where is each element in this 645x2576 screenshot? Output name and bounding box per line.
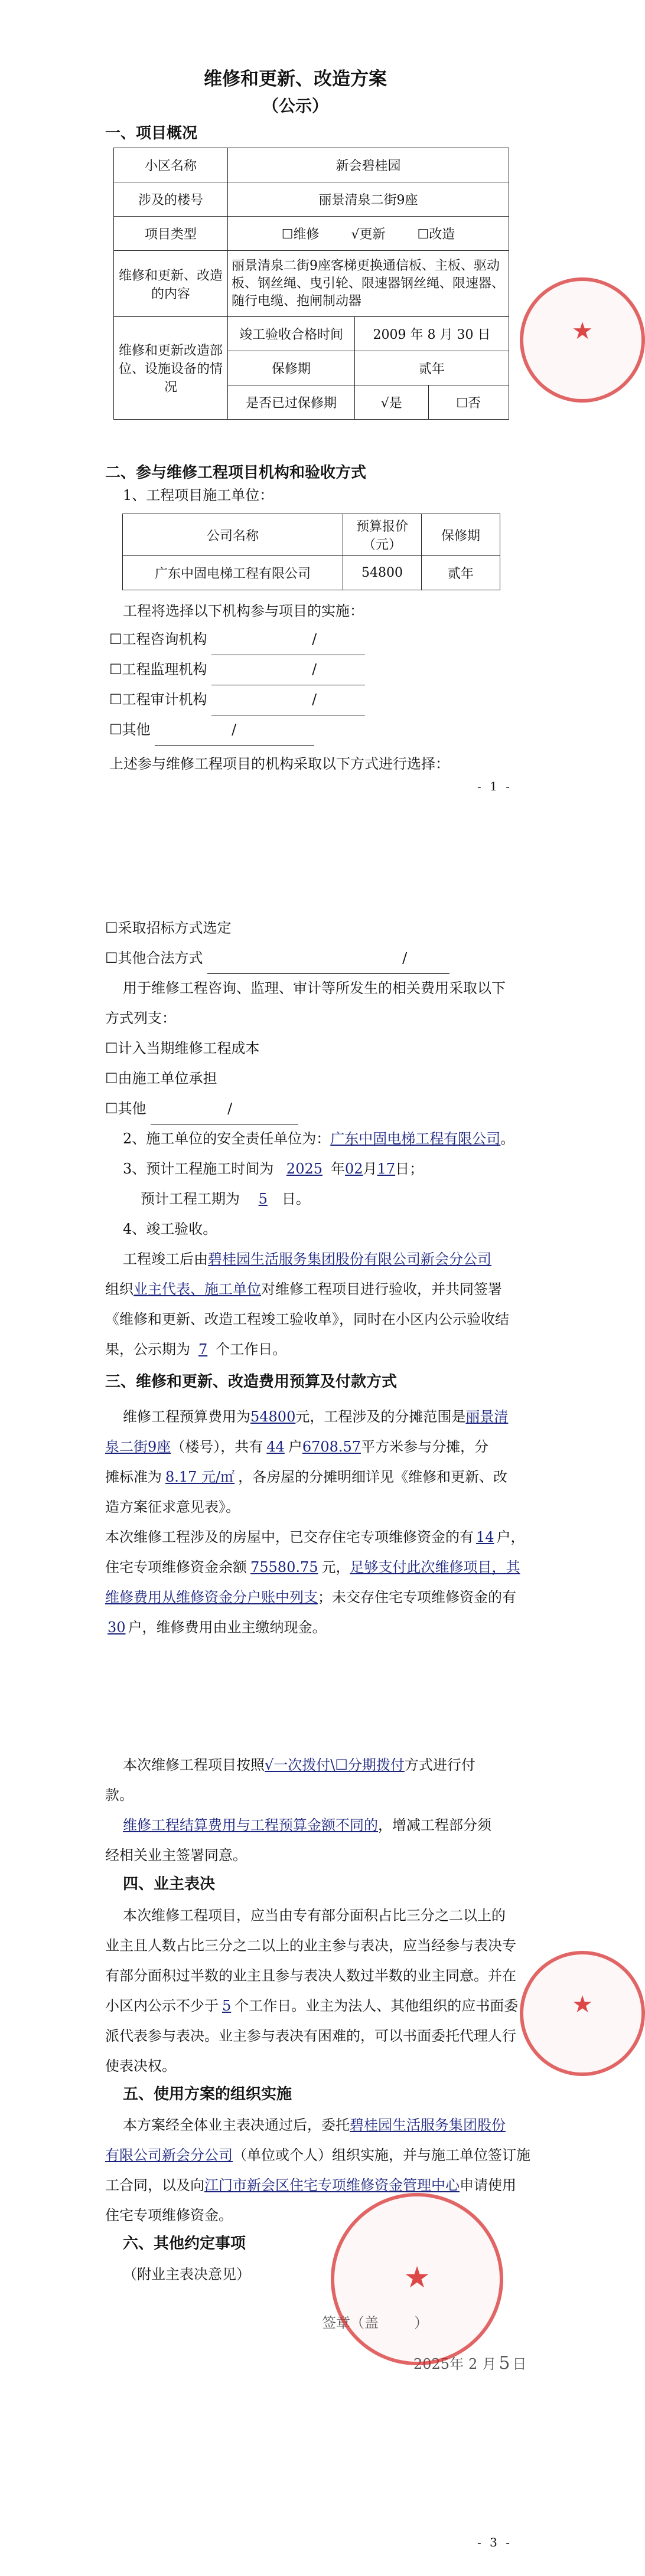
fund-line-3 (105, 1583, 516, 1613)
year-unit: 年 (331, 1160, 345, 1177)
c1a: 本次维修工程涉及的房屋中，已交存住宅专项维修资金的有 (105, 1529, 474, 1545)
building-value: 丽景清泉二街9座 (228, 182, 509, 217)
accept-date-value: 2009 年 8 月 30 日 (355, 317, 509, 351)
org-audit (109, 685, 365, 715)
o1a: 本方案经全体业主表决通过后，委托 (123, 2117, 350, 2133)
slash: / (312, 631, 317, 648)
org-supervise (109, 655, 365, 685)
fund-line-1 (105, 1522, 525, 1552)
b2d: 户 (288, 1439, 302, 1455)
period-value: 5 (258, 1191, 268, 1207)
budget-line-4: 造方案征求意见表》。 (105, 1499, 240, 1515)
non-deposited-households: 30 (108, 1619, 126, 1636)
type-repair-checkbox: ☐维修 (281, 227, 320, 242)
item-2-suffix: 。 (500, 1130, 515, 1147)
expired-label: 是否已过保修期 (228, 385, 355, 420)
acc-4a: 果，公示期为 (105, 1341, 190, 1358)
col-warranty: 保修期 (422, 514, 500, 556)
section-2-heading: 二、参与维修工程项目机构和验收方式 (105, 464, 367, 482)
pay-1c: 方式进行付 (404, 1757, 475, 1773)
org-consult (109, 625, 365, 655)
opt-other (105, 943, 449, 974)
page-1 (0, 0, 591, 806)
diff-condition: 维修工程结算费用与工程预算金额不同的 (123, 1817, 378, 1833)
type-update-checkbox: √更新 (351, 227, 386, 242)
item-3-start (123, 1154, 424, 1184)
type-renovate-checkbox: ☐改造 (417, 227, 455, 242)
org-line-4: 住宅专项维修资金。 (105, 2207, 233, 2224)
doc-title: 维修和更新、改造方案 (204, 68, 387, 90)
margin-seal-stamp (520, 1951, 645, 2076)
b3a: 摊标准为 (105, 1469, 162, 1485)
opt-other-blank (207, 943, 449, 974)
fund-line-4 (105, 1613, 327, 1643)
fee-option-c-blank (151, 1094, 298, 1124)
share-rate: 8.17 元/㎡ (165, 1469, 235, 1485)
org-line-3 (105, 2170, 516, 2201)
fee-option-c-label: ☐其他 (105, 1100, 146, 1117)
vote-line-6: 使表决权。 (105, 2058, 176, 2074)
page-3 (0, 1402, 591, 2576)
period-unit: 日。 (281, 1191, 310, 1207)
col-company: 公司名称 (123, 514, 343, 556)
acc-organizer: 碧桂园生活服务集团股份有限公司新会分公司 (208, 1251, 491, 1267)
equipment-label: 维修和更新改造部位、设施设备的情况 (114, 317, 228, 420)
day-unit: 日； (395, 1160, 424, 1177)
b1a: 维修工程预算费用为 (123, 1408, 250, 1425)
choose-orgs-line: 工程将选择以下机构参与项目的实施： (123, 603, 364, 619)
budget-line-1 (123, 1402, 508, 1432)
scope-part2: 泉二街9座 (105, 1439, 171, 1455)
opt-bid: ☐采取招标方式选定 (105, 920, 232, 936)
start-day: 17 (377, 1160, 396, 1177)
org-company-part1: 碧桂园生活服务集团股份 (350, 2117, 506, 2133)
fee-option-a: ☐计入当期维修工程成本 (105, 1040, 260, 1057)
deposited-households: 14 (476, 1529, 494, 1545)
org-other-blank (155, 715, 314, 746)
item-3-period (141, 1184, 310, 1214)
slash: / (312, 691, 317, 708)
company-seal-stamp (520, 277, 645, 403)
project-overview-table (113, 148, 509, 420)
page-number-3: - 3 - (477, 2535, 512, 2549)
fund-center: 江门市新会区住宅专项维修资金管理中心 (204, 2177, 460, 2193)
org-company-part2: 有限公司新会分公司 (105, 2147, 233, 2163)
org-line-2 (105, 2140, 530, 2170)
slash: / (312, 661, 317, 678)
contractor-table (122, 514, 500, 590)
o2b: （单位或个人）组织实施，并与施工单位签订施 (233, 2147, 530, 2163)
org-audit-label: ☐工程审计机构 (109, 691, 207, 708)
v4c: 个工作日。业主为法人、其他组织的应书面委 (234, 1998, 519, 2014)
sign-b: ） (414, 2315, 428, 2331)
section-4-heading: 四、业主表决 (123, 1875, 216, 1893)
item-2-safety (123, 1124, 514, 1154)
org-other-label: ☐其他 (109, 721, 151, 738)
cell-budget: 54800 (343, 556, 422, 590)
date-day-unit: 日 (512, 2356, 527, 2372)
c2c: 元， (321, 1559, 350, 1575)
official-seal-stamp (331, 2193, 503, 2365)
sign-a: 签章（盖 (322, 2315, 379, 2331)
page-number-1: - 1 - (477, 779, 512, 793)
acc-publicity-days: 7 (198, 1341, 208, 1358)
b2b: （楼号），共有 (171, 1439, 263, 1455)
c1c: 户， (496, 1529, 525, 1545)
acc-1a: 工程竣工后由 (123, 1251, 208, 1267)
date-month-unit: 月 (482, 2356, 497, 2372)
fund-balance: 75580.75 (250, 1559, 318, 1575)
item-3-prefix: 3、预计工程施工时间为 (123, 1160, 274, 1177)
acc-4c: 个工作日。 (216, 1341, 287, 1358)
vote-line-5: 派代表参与表决。业主参与表决有困难的，可以书面委托代理人行 (105, 2028, 516, 2044)
acceptance-line-3: 《维修和更新、改造工程竣工验收单》，同时在小区内公示验收结 (105, 1311, 509, 1328)
doc-subtitle: （公示） (262, 96, 328, 116)
org-supervise-label: ☐工程监理机构 (109, 661, 207, 678)
item-4-acceptance: 4、竣工验收。 (123, 1221, 217, 1237)
project-type-label: 项目类型 (114, 217, 228, 251)
section-6-heading: 六、其他约定事项 (123, 2235, 246, 2253)
col-budget: 预算报价（元） (343, 514, 422, 556)
diff-1b: ，增减工程部分须 (378, 1817, 491, 1833)
opt-other-label: ☐其他合法方式 (105, 950, 203, 966)
household-count: 44 (266, 1439, 285, 1455)
payment-line-2: 款。 (105, 1787, 133, 1803)
scope-part1: 丽景清 (465, 1408, 509, 1425)
date-month: 2 (468, 2356, 478, 2372)
slash: / (232, 721, 237, 738)
o3a: 工合同，以及向 (105, 2177, 204, 2193)
diff-line-1 (123, 1810, 491, 1841)
c4b: 户，维修费用由业主缴纳现金。 (128, 1619, 327, 1636)
fund-sufficient: 足够支付此次维修项目，其 (350, 1559, 520, 1575)
b1c: 元，工程涉及的分摊范围是 (295, 1408, 466, 1425)
o3c: 申请使用 (460, 2177, 516, 2193)
fund-source: 维修费用从维修资金分户账中列支 (105, 1589, 318, 1606)
vote-publicity-days: 5 (222, 1998, 232, 2014)
org-consult-blank (211, 625, 365, 655)
date-day: 5 (499, 2353, 510, 2374)
safety-unit-value: 广东中固电梯工程有限公司 (330, 1130, 501, 1147)
page-2 (0, 806, 591, 1402)
org-consult-label: ☐工程咨询机构 (109, 631, 207, 648)
start-month: 02 (345, 1160, 363, 1177)
c2a: 住宅专项维修资金余额 (105, 1559, 247, 1575)
content-value: 丽景清泉二街9座客梯更换通信板、主板、驱动板、钢丝绳、曳引轮、限速器钢丝绳、限速器、随行电缆、抱闸制动器 (228, 251, 509, 317)
payment-line-1 (123, 1750, 475, 1780)
pay-1a: 本次维修工程项目按照 (123, 1757, 265, 1773)
month-unit: 月 (363, 1160, 377, 1177)
org-line-1 (123, 2110, 506, 2140)
seal-star-icon: ★ (572, 318, 593, 345)
section-3-heading: 三、维修和更新、改造费用预算及付款方式 (105, 1373, 398, 1391)
acc-participants: 业主代表、施工单位 (133, 1281, 261, 1297)
b2f: 平方米参与分摊，分 (361, 1439, 489, 1455)
vote-line-1: 本次维修工程项目，应当由专有部分面积占比三分之二以上的 (123, 1907, 506, 1924)
building-label: 涉及的楼号 (114, 182, 228, 217)
v4a: 小区内公示不少于 (105, 1998, 219, 2014)
fund-line-2 (105, 1552, 520, 1583)
slash: / (227, 1100, 233, 1117)
acceptance-line-2 (105, 1274, 502, 1305)
acc-2a: 组织 (105, 1281, 133, 1297)
margin-seal-star-icon: ★ (572, 1991, 593, 2018)
acceptance-line-1 (123, 1244, 491, 1274)
expired-no: ☐否 (428, 385, 509, 420)
community-value: 新会碧桂园 (228, 148, 509, 182)
cell-warranty: 贰年 (422, 556, 500, 590)
project-type-options (228, 217, 509, 251)
warranty-label: 保修期 (228, 351, 355, 385)
diff-line-2: 经相关业主签署同意。 (105, 1847, 247, 1864)
acc-2c: 对维修工程项目进行验收，并共同签署 (261, 1281, 502, 1297)
acceptance-line-4 (105, 1335, 286, 1365)
start-year: 2025 (286, 1160, 322, 1177)
budget-amount: 54800 (250, 1408, 296, 1425)
official-seal-star-icon: ★ (403, 2260, 431, 2294)
org-supervise-blank (211, 655, 365, 685)
date-year: 2025年 (413, 2356, 464, 2372)
cell-company: 广东中固电梯工程有限公司 (123, 556, 343, 590)
accept-date-label: 竣工验收合格时间 (228, 317, 355, 351)
section-1-heading: 一、项目概况 (105, 125, 198, 142)
vote-line-2: 业主且人数占比三分之二以上的业主参与表决，应当经参与表决专 (105, 1937, 516, 1954)
fee-option-b: ☐由施工单位承担 (105, 1070, 217, 1087)
item-1-contractor: 1、工程项目施工单位： (123, 487, 274, 504)
payment-method: √一次拨付\☐分期拨付 (265, 1757, 405, 1773)
content-label: 维修和更新、改造的内容 (114, 251, 228, 317)
slash: / (402, 950, 408, 966)
org-audit-blank (211, 685, 365, 715)
fee-option-c (105, 1094, 298, 1124)
item-2-prefix: 2、施工单位的安全责任单位为： (123, 1130, 331, 1147)
budget-line-2 (105, 1432, 488, 1462)
annex-note: （附业主表决意见） (123, 2266, 250, 2283)
area-total: 6708.57 (302, 1439, 361, 1455)
vote-line-3: 有部分面积过半数的业主且参与表决人数过半数的业主同意。并在 (105, 1967, 516, 1984)
period-prefix: 预计工程工期为 (141, 1191, 240, 1207)
fee-line-1: 用于维修工程咨询、监理、审计等所发生的相关费用采取以下 (123, 980, 506, 996)
c3b: ；未交存住宅专项维修资金的有 (318, 1589, 516, 1606)
expired-yes: √是 (355, 385, 429, 420)
community-label: 小区名称 (114, 148, 228, 182)
budget-line-3 (105, 1462, 507, 1492)
b3c: ，各房屋的分摊明细详见《维修和更新、改 (238, 1469, 508, 1485)
org-other (109, 715, 314, 746)
selection-method-line: 上述参与维修工程项目的机构采取以下方式进行选择： (109, 756, 449, 772)
vote-line-4 (105, 1991, 518, 2021)
warranty-value: 贰年 (355, 351, 509, 385)
fee-line-2: 方式列支： (105, 1010, 176, 1027)
section-5-heading: 五、使用方案的组织实施 (123, 2085, 292, 2103)
